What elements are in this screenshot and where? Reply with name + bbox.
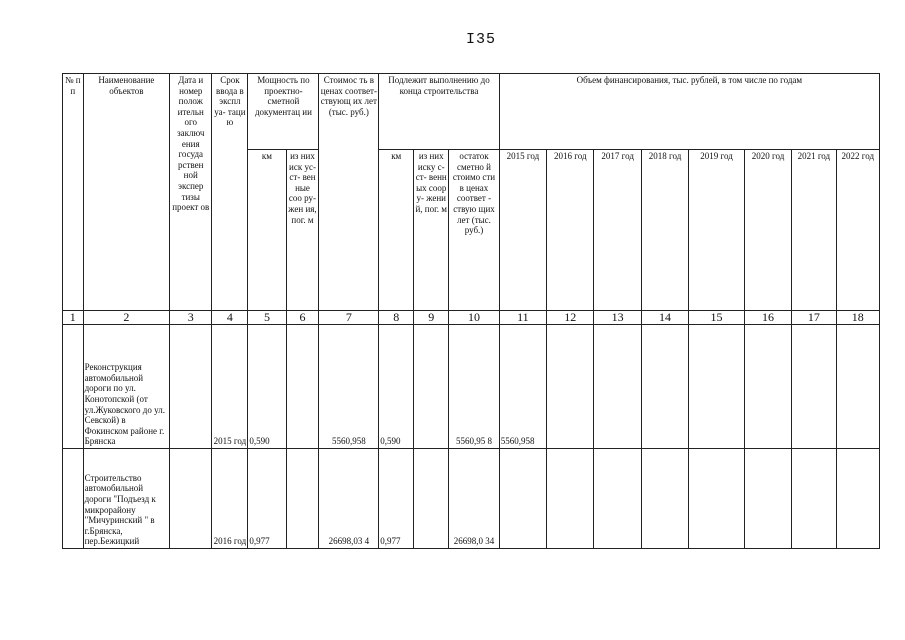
empty-cell xyxy=(792,325,836,449)
header-cell: Стоимос ть в ценах соответ- ствующ их лет (тыс. руб.) xyxy=(319,74,379,311)
empty-cell xyxy=(594,325,641,449)
empty-cell xyxy=(170,449,212,549)
empty-cell xyxy=(792,449,836,549)
header-cell: Наименование объектов xyxy=(83,74,170,311)
commission-date-cell: 2016 год xyxy=(212,449,248,549)
year-header: 2016 год xyxy=(547,150,594,311)
empty-cell xyxy=(641,325,688,449)
header-cell: Срок ввода в экспл уа- таци ю xyxy=(212,74,248,311)
empty-cell xyxy=(414,325,449,449)
header-group-cell: Подлежит выполнению до конца строительства xyxy=(379,74,500,150)
year-2015-cell xyxy=(499,449,546,549)
column-number: 9 xyxy=(414,311,449,325)
column-number: 1 xyxy=(63,311,84,325)
year-header: 2015 год xyxy=(499,150,546,311)
km-remaining-cell: 0,977 xyxy=(379,449,414,549)
header-cell: км xyxy=(248,150,286,311)
commission-date-cell: 2015 год xyxy=(212,325,248,449)
header-cell: Дата и номер полож ительн ого заключ ения госуда рствен ной экспер тизы проект ов xyxy=(170,74,212,311)
empty-cell xyxy=(641,449,688,549)
column-number: 14 xyxy=(641,311,688,325)
header-row-1 xyxy=(63,74,880,150)
header-cell: из них иск ус- ст- вен ные соо ру- жен ия, пог. м xyxy=(286,150,319,311)
row-number-cell xyxy=(63,325,84,449)
year-2015-cell: 5560,958 xyxy=(499,325,546,449)
empty-cell xyxy=(689,325,745,449)
empty-cell xyxy=(547,325,594,449)
empty-cell xyxy=(594,449,641,549)
table-row xyxy=(63,449,880,549)
capacity-km-cell: 0,590 xyxy=(248,325,286,449)
column-number: 12 xyxy=(547,311,594,325)
empty-cell xyxy=(744,325,791,449)
header-cell: № п п xyxy=(63,74,84,311)
empty-cell xyxy=(836,449,879,549)
column-number: 4 xyxy=(212,311,248,325)
empty-cell xyxy=(286,449,319,549)
empty-cell xyxy=(547,449,594,549)
column-number: 16 xyxy=(744,311,791,325)
column-number: 15 xyxy=(689,311,745,325)
header-cell: км xyxy=(379,150,414,311)
km-remaining-cell: 0,590 xyxy=(379,325,414,449)
column-number: 10 xyxy=(449,311,499,325)
year-header: 2018 год xyxy=(641,150,688,311)
year-header: 2019 год xyxy=(689,150,745,311)
capacity-km-cell: 0,977 xyxy=(248,449,286,549)
header-group-cell: Объем финансирования, тыс. рублей, в том числе по годам xyxy=(499,74,879,150)
object-name-cell: Реконструкция автомобильной дороги по ул. Конотопской (от ул.Жуковского до ул. Севской) в Фокинском районе г. Брянска xyxy=(83,325,170,449)
column-number: 7 xyxy=(319,311,379,325)
empty-cell xyxy=(170,325,212,449)
column-number: 6 xyxy=(286,311,319,325)
column-number: 13 xyxy=(594,311,641,325)
header-cell: из них иску с-ст- венн ых соор у- жени й, пог. м xyxy=(414,150,449,311)
column-number: 18 xyxy=(836,311,879,325)
row-number-cell xyxy=(63,449,84,549)
page-number: I35 xyxy=(466,31,497,48)
remaining-cost-cell: 5560,95 8 xyxy=(449,325,499,449)
empty-cell xyxy=(414,449,449,549)
object-name-cell: Строительство автомобильной дороги "Подъезд к микрорайону "Мичуринский " в г.Брянска, пер.Бежицкий xyxy=(83,449,170,549)
empty-cell xyxy=(744,449,791,549)
year-header: 2021 год xyxy=(792,150,836,311)
column-number: 11 xyxy=(499,311,546,325)
column-number: 5 xyxy=(248,311,286,325)
empty-cell xyxy=(689,449,745,549)
header-cell: остаток сметно й стоимо сти в ценах соответ - ствую щих лет (тыс. руб.) xyxy=(449,150,499,311)
column-number: 2 xyxy=(83,311,170,325)
empty-cell xyxy=(286,325,319,449)
column-number: 3 xyxy=(170,311,212,325)
column-number: 17 xyxy=(792,311,836,325)
empty-cell xyxy=(836,325,879,449)
cost-cell: 5560,958 xyxy=(319,325,379,449)
cost-cell: 26698,03 4 xyxy=(319,449,379,549)
year-header: 2017 год xyxy=(594,150,641,311)
header-group-cell: Мощность по проектно- сметной документац ии xyxy=(248,74,319,150)
column-number-row xyxy=(63,311,880,325)
year-header: 2020 год xyxy=(744,150,791,311)
column-number: 8 xyxy=(379,311,414,325)
table-row xyxy=(63,325,880,449)
remaining-cost-cell: 26698,0 34 xyxy=(449,449,499,549)
financing-table xyxy=(62,73,880,549)
year-header: 2022 год xyxy=(836,150,879,311)
